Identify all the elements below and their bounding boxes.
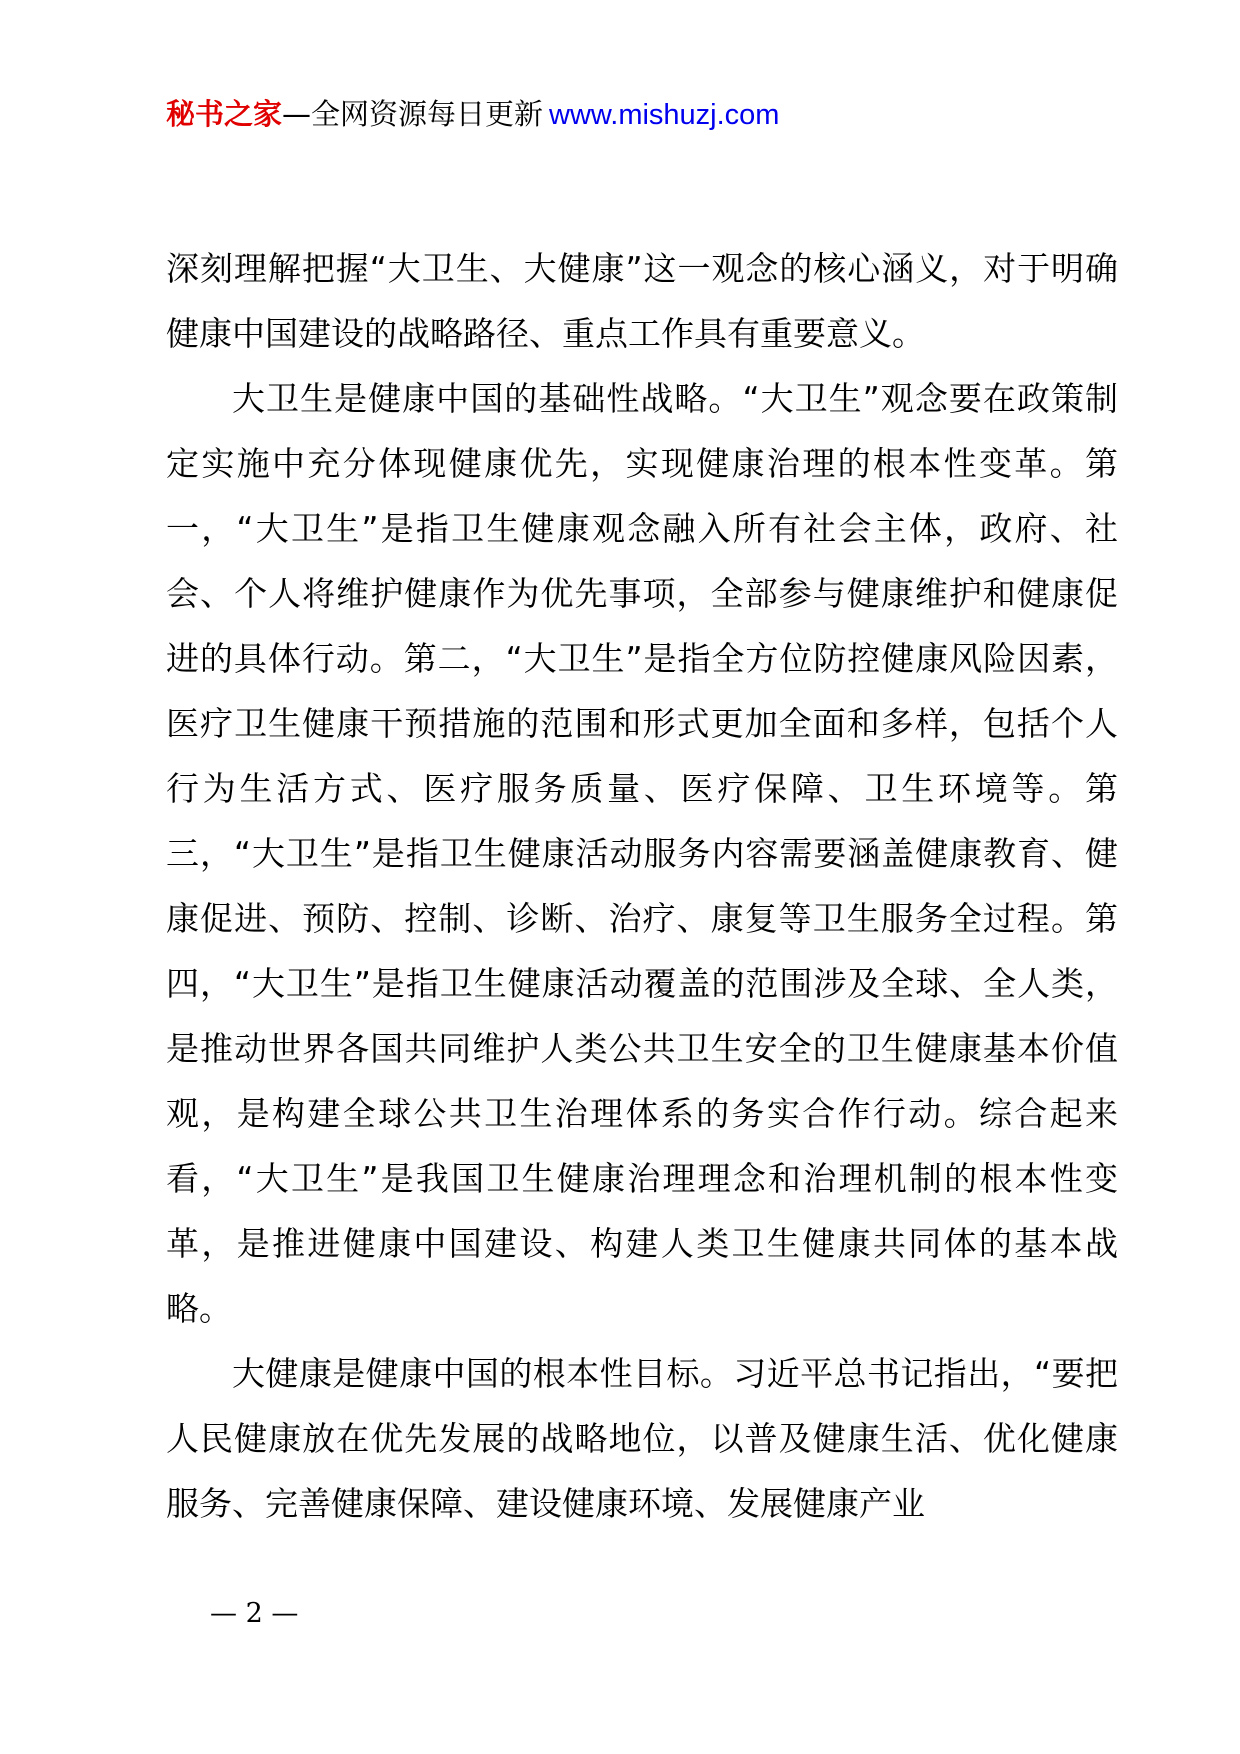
document-body: [166, 236, 1118, 1536]
page-number: — 2 —: [210, 1598, 299, 1629]
brand-name: 秘书之家: [166, 97, 283, 131]
header-tagline: —全网资源每日更新: [282, 97, 544, 131]
paragraph-continuation: 深刻理解把握“大卫生、大健康”这一观念的核心涵义，对于明确健康中国建设的战略路径、重点工作具有重要意义。: [166, 249, 1118, 353]
paragraph-big-health: 大健康是健康中国的根本性目标。习近平总书记指出，“要把人民健康放在优先发展的战略地位，以普及健康生活、优化健康服务、完善健康保障、建设健康环境、发展健康产业: [166, 1354, 1118, 1523]
page-header: [166, 92, 779, 136]
website-link[interactable]: www.mishuzj.com: [549, 99, 780, 131]
paragraph-big-hygiene: 大卫生是健康中国的基础性战略。“大卫生”观念要在政策制定实施中充分体现健康优先，实现健康治理的根本性变革。第一，“大卫生”是指卫生健康观念融入所有社会主体，政府、社会、个人将维护健康作为优先事项，全部参与健康维护和健康促进的具体行动。第二，“大卫生”是指全方位防控健康风险因素，医疗卫生健康干预措施的范围和形式更加全面和多样，包括个人行为生活方式、医疗服务质量、医疗保障、卫生环境等。第三，“大卫生”是指卫生健康活动服务内容需要涵盖健康教育、健康促进、预防、控制、诊断、治疗、康复等卫生服务全过程。第四，“大卫生”是指卫生健康活动覆盖的范围涉及全球、全人类，是推动世界各国共同维护人类公共卫生安全的卫生健康基本价值观，是构建全球公共卫生治理体系的务实合作行动。综合起来看，“大卫生”是我国卫生健康治理理念和治理机制的根本性变革，是推进健康中国建设、构建人类卫生健康共同体的基本战略。: [166, 379, 1118, 1328]
